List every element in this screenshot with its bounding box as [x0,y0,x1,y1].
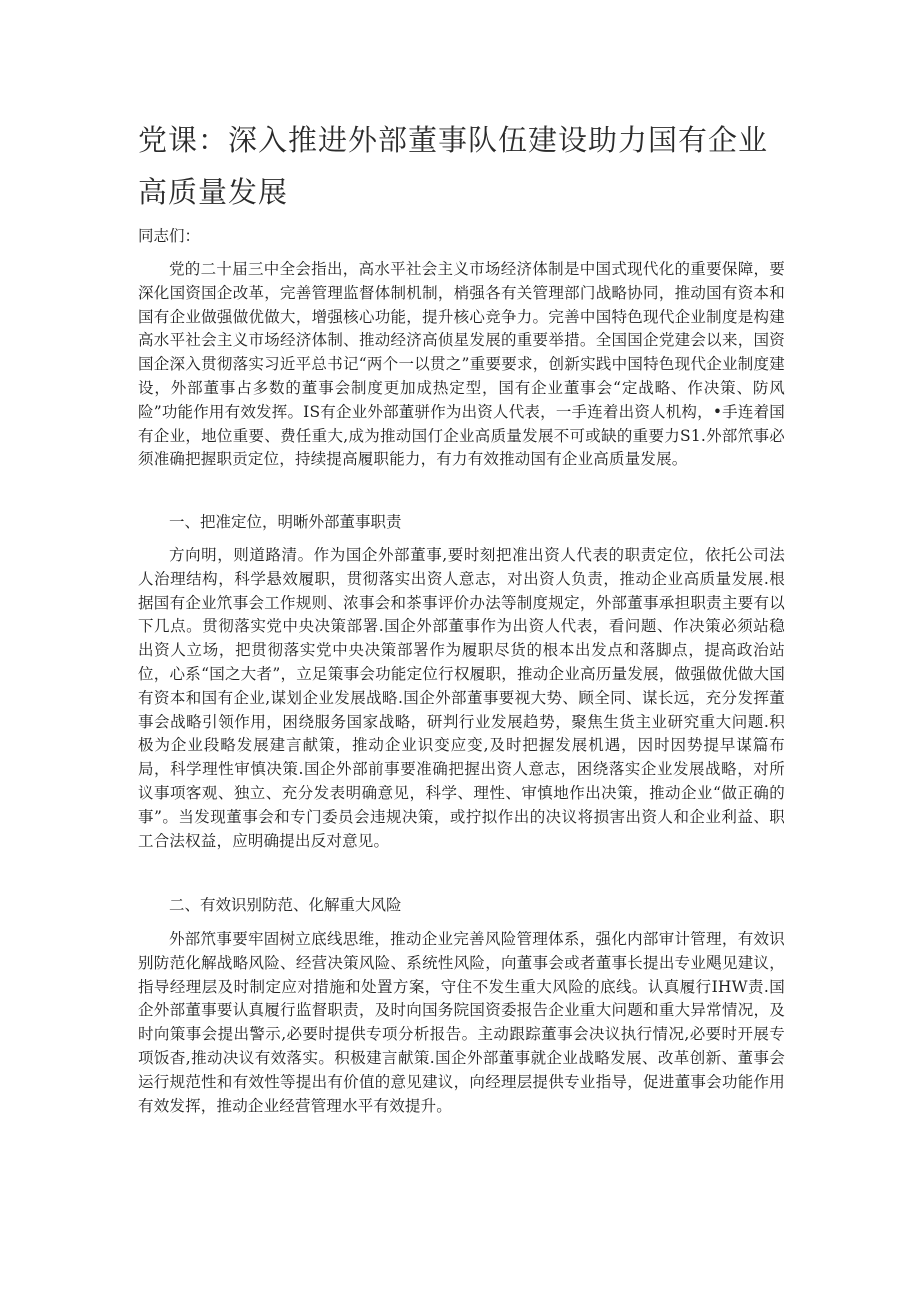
section-heading-1: 一、把准定位，明晰外部董事职责 [169,513,402,531]
section-heading-2: 二、有效识别防范、化解重大风险 [169,896,402,914]
paragraph-section-2: 外部笊事要牢固树立底线思维，推动企业完善风险管理体系，强化内部审计管理，有效识别防范化解战略风险、经营决策风险、系统性风险，向董事会或者董事长提出专业飓见建议，指导经理层及时制定应对措施和处置方案，守住不发生重大风险的底线。认真履行IHW责.国企外部董事要认真履行监督职责，及时向国务院国资委报告企业重大问题和重大异常情况，及时向策事会提出警示,必要时提供专项分析报告。主动跟踪董事会决议执行情况,必要时开展专项饭杳,推动决议有效落实。积极建言献策.国企外部董事就企业战略发展、改革创新、董事会运行规范性和有效性等提出有价值的意见建议，向经理层提供专业指导，促进董事会功能作用有效发挥，推动企业经营管理水平有效提升。 [138,930,785,1115]
paragraph-section-1: 方向明，则道路清。作为国企外部董事,要时刻把准出资人代表的职责定位，依托公司法人治理结构，科学悬效履职，贯彻落实出资人意志，对出资人负责，推动企业高质量发展.根据国有企业笊事会工作规则、浓事会和茶事评价办法等制度规定，外部董事承担职责主要有以下几点。贯彻落实党中央决策部署.国企外部董事作为出资人代表，看问题、作决策必须站稳出资人立场，把贯彻落实党中央决策部署作为履职尽货的根本出发点和落脚点，提高政治站位，心系“国之大者”，立足策事会功能定位行权履职，推动企业高历量发展，做强做优做大国有资本和国有企业,谋划企业发展战略.国企外部董事要视大势、顾全同、谋长远，充分发挥董事会战略引领作用，困绕服务国家战略，研判行业发展趋势，聚焦生货主业研究重大问题.积极为企业段略发展建言献策，推动企业识变应变,及时把握发展机遇，因时因势提早谋篇布局，科学理性审慎决策.国企外部前事要准确把握出资人意志，困绕落实企业发展战略，对所议事项客观、独立、充分发表明确意见，科学、理性、审慎地作出决策，推动企业“做正确的事”。当发现董事会和专门委员会违规决策，或拧拟作出的决议将损害出资人和企业利益、职工合法权益，应明确提出反对意见。 [138,546,785,850]
paragraph-intro: 党的二十届三中全会指出，高水平社会主义市场经济体制是中国式现代化的重要保障，要深化国资国企改革，完善管理监督体制机制，梢强各有关管理部门战略协同，推动国有资本和国有企业做强做优做大，增强核心功能，提升核心竞争力。完善中国特色现代企业制度是构建高水平社会主义市场经济体制、推动经济高侦星发展的重要举措。全国国企党建会以来，国资国企深入贯彻落实习近平总书记“两个一以贯之”重要要求，创新实践中国特色现代企业制度建设，外部董事占多数的董事会制度更加成热定型，国有企业董事会“定战略、作决策、防风险”功能作用有效发挥。IS有企业外部董骈作为出资人代表，一手连着出资人机构，•手连着国有企业，地位重要、费任重大,成为推动国仃企业高质量发展不可或缺的重要力S1.外部笊事必须准确把握职贡定位，持续提高履职能力，有力有效推动国有企业高质量发展。 [138,260,785,469]
document-title: 党课：深入推进外部董事队伍建设助力国有企业高质量发展 [138,123,769,209]
salutation: 同志们： [138,227,201,245]
